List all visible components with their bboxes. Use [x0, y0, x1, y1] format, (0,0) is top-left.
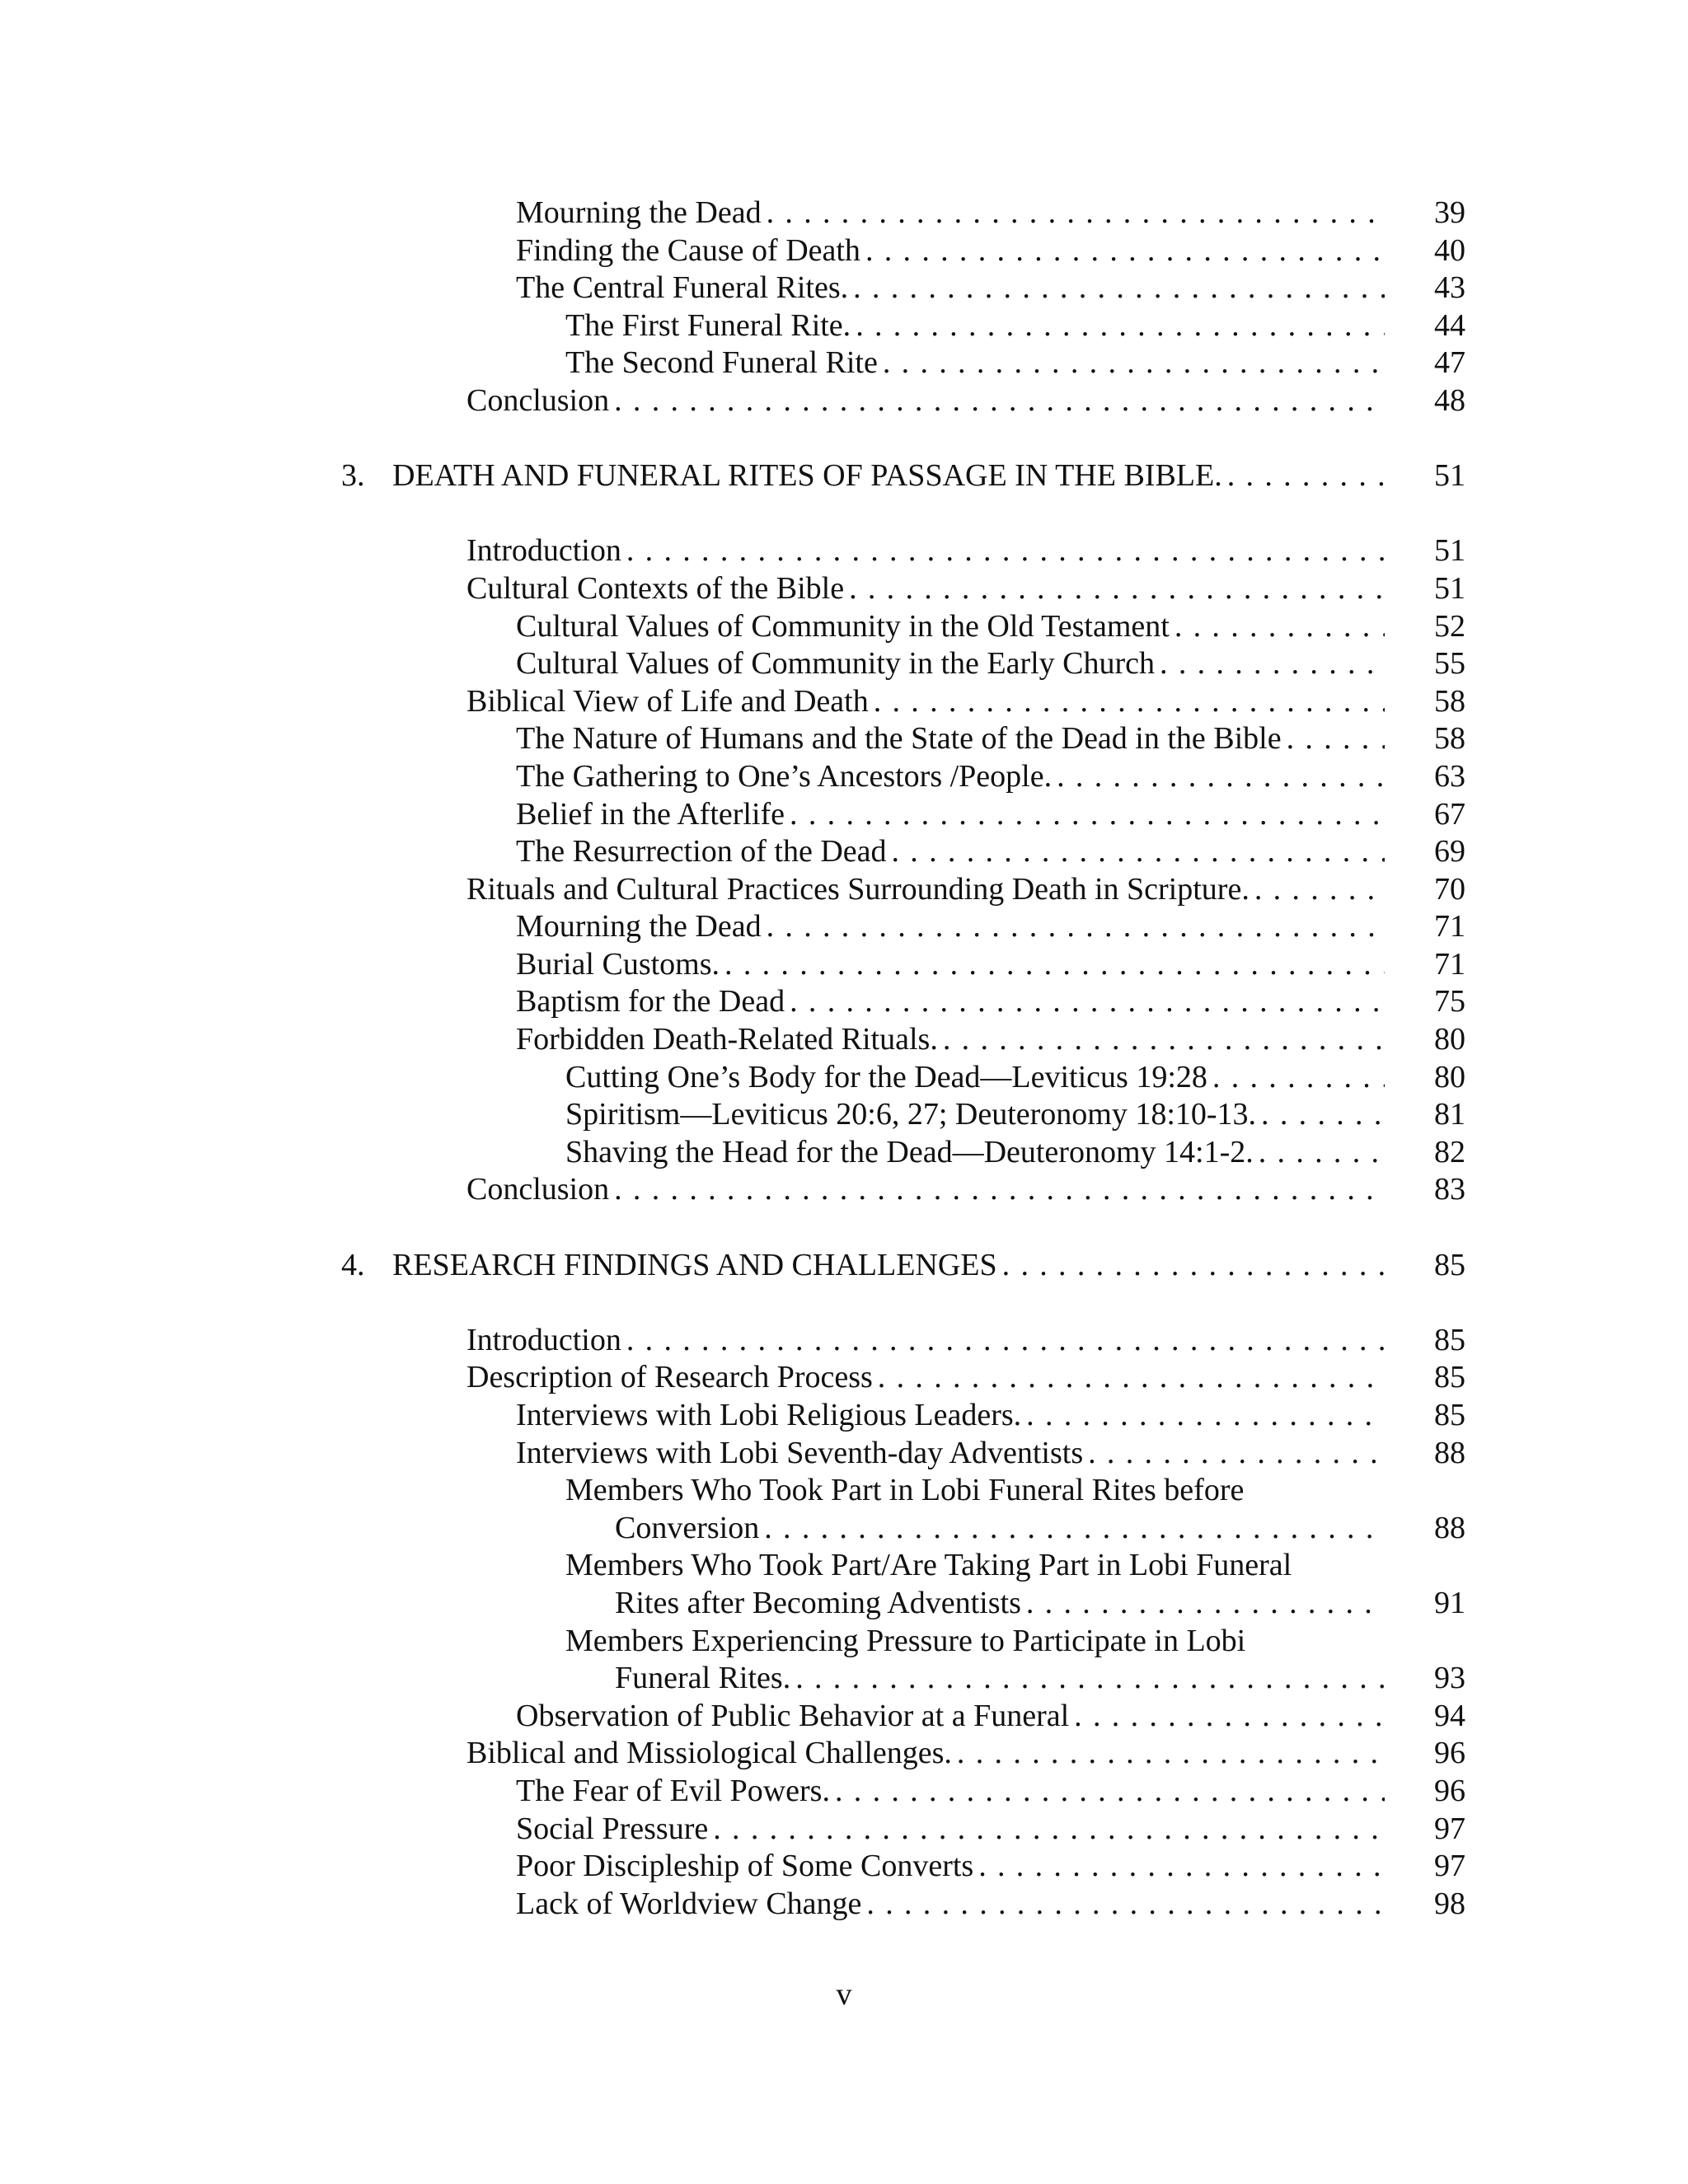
toc-entry-title: The Fear of Evil Powers.: [516, 1773, 835, 1811]
toc-entry-title: Burial Customs.: [516, 946, 724, 984]
toc-entry-row: [0, 1359, 1688, 1397]
toc-entry-row: [0, 796, 1688, 834]
toc-entry-line: [516, 720, 1385, 758]
dot-leader: [1074, 1698, 1385, 1736]
dot-leader: [1175, 608, 1385, 646]
dot-leader: [1160, 645, 1385, 683]
toc-page-number: 85: [1434, 1360, 1465, 1395]
toc-entry-row: [0, 1435, 1688, 1473]
toc-entry-title: Baptism for the Dead: [516, 983, 790, 1021]
toc-entry-title: Social Pressure: [516, 1811, 713, 1849]
toc-entry-title: Conclusion: [467, 382, 614, 420]
dot-leader: [1287, 720, 1385, 758]
toc-entry-row: [0, 1773, 1688, 1811]
toc-page-number: 88: [1434, 1510, 1465, 1545]
chapter-title: DEATH AND FUNERAL RITES OF PASSAGE IN THE BIBLE.: [392, 457, 1227, 495]
toc-entry-row: [0, 1660, 1688, 1698]
toc-page-number: 39: [1434, 195, 1465, 230]
toc-entry-row: [0, 683, 1688, 721]
toc-entry-title: Cutting One’s Body for the Dead—Leviticus 19:28: [565, 1059, 1212, 1097]
toc-page-number: 85: [1434, 1322, 1465, 1357]
toc-entry-line: [516, 1811, 1385, 1849]
section-spacer: [0, 495, 1688, 533]
dot-leader: [865, 232, 1385, 270]
dot-leader: [790, 983, 1385, 1021]
toc-entry-line: [516, 1773, 1385, 1811]
toc-entry-title: Belief in the Afterlife: [516, 796, 790, 834]
toc-page-number: 51: [1434, 533, 1465, 569]
toc-page-number: 98: [1434, 1886, 1465, 1921]
toc-entry-row: [0, 232, 1688, 270]
toc-page-number: 47: [1434, 345, 1465, 381]
toc-entry-line: [467, 570, 1385, 608]
chapter-number: 3.: [341, 458, 365, 494]
toc-entry-title: Rites after Becoming Adventists: [615, 1585, 1026, 1623]
toc-page-number: 52: [1434, 608, 1465, 644]
toc-entry-line: [516, 833, 1385, 871]
dot-leader: [614, 1171, 1385, 1209]
toc-entry-line: [565, 1059, 1385, 1097]
section-spacer: [0, 420, 1688, 458]
toc-entry-row: [0, 1096, 1688, 1134]
toc-entry-title: Cultural Values of Community in the Early Church: [516, 645, 1160, 683]
toc-entry-row: [0, 269, 1688, 307]
toc-entry-title: The Gathering to One’s Ancestors /People.: [516, 758, 1057, 796]
dot-leader: [883, 344, 1385, 382]
toc-entry-line: [516, 983, 1385, 1021]
toc-entry-line: [467, 382, 1385, 420]
toc-entry-row: [0, 344, 1688, 382]
toc-entry-row: [0, 194, 1688, 232]
toc-entry-title: Mourning the Dead: [516, 908, 767, 946]
toc-entry-line: [516, 758, 1385, 796]
dot-leader: [626, 1322, 1385, 1360]
toc-entry-title: Cultural Contexts of the Bible: [467, 570, 849, 608]
toc-entry-line: [565, 1134, 1385, 1172]
toc-entry-line: [392, 457, 1385, 495]
dot-leader: [626, 532, 1385, 570]
toc-entry-line: [516, 796, 1385, 834]
toc-page-number: 97: [1434, 1849, 1465, 1884]
toc-page-number: 93: [1434, 1661, 1465, 1696]
toc-entry-row: [0, 720, 1688, 758]
toc-entry-line: [467, 1322, 1385, 1360]
toc-page-number: 51: [1434, 570, 1465, 606]
toc-entry-title: Shaving the Head for the Dead—Deuteronomy 14:1-2.: [565, 1134, 1259, 1172]
dot-leader: [1227, 457, 1385, 495]
toc-page-number: 83: [1434, 1172, 1465, 1207]
toc-entry-title: The First Funeral Rite.: [565, 307, 856, 345]
toc-entry-line: [565, 344, 1385, 382]
toc-entry-row: [0, 1811, 1688, 1849]
toc-entry-row: [0, 382, 1688, 420]
dot-leader: [978, 1848, 1385, 1886]
toc-entry-title: Lack of Worldview Change: [516, 1886, 866, 1924]
dot-leader: [892, 833, 1386, 871]
dot-leader: [1212, 1059, 1385, 1097]
dot-leader: [795, 1660, 1385, 1698]
toc-page-number: 96: [1434, 1773, 1465, 1808]
toc-entry-title: The Central Funeral Rites.: [516, 269, 853, 307]
toc-page-number: 85: [1434, 1247, 1465, 1282]
toc-entry-line: [516, 1886, 1385, 1924]
toc-page-number: 48: [1434, 382, 1465, 418]
toc-entry-title: Biblical View of Life and Death: [467, 683, 874, 721]
dot-leader: [614, 382, 1385, 420]
dot-leader: [856, 307, 1385, 345]
toc-page-number: 55: [1434, 646, 1465, 682]
toc-entry-title: Mourning the Dead: [516, 194, 767, 232]
toc-chapter-row: [0, 457, 1688, 495]
dot-leader: [853, 269, 1385, 307]
toc-entry-row: [0, 1886, 1688, 1924]
toc-entry-title: Introduction: [467, 1322, 626, 1360]
toc-entry-title: Funeral Rites.: [615, 1660, 795, 1698]
toc-entry-line: [615, 1510, 1385, 1548]
toc-page-number: 71: [1434, 909, 1465, 944]
dot-leader: [790, 796, 1385, 834]
toc-chapter-row: [0, 1247, 1688, 1285]
dot-leader: [1026, 1397, 1385, 1435]
toc-entry-row: [0, 1134, 1688, 1172]
toc-entry-line: [516, 645, 1385, 683]
dot-leader: [1002, 1247, 1385, 1285]
toc-entry-row: [0, 1848, 1688, 1886]
dot-leader: [767, 908, 1385, 946]
toc-entry-title: The Second Funeral Rite: [565, 344, 883, 382]
toc-page-number: 71: [1434, 946, 1465, 982]
toc-entry-title: Forbidden Death-Related Rituals.: [516, 1021, 943, 1059]
toc-entry-row: [0, 1735, 1688, 1773]
toc-entry-row: [0, 645, 1688, 683]
toc-page-number: 82: [1434, 1134, 1465, 1169]
toc-entry-title: Members Who Took Part/Are Taking Part in Lobi Funeral: [565, 1548, 1292, 1583]
toc-entry-line: [516, 232, 1385, 270]
dot-leader: [767, 194, 1385, 232]
toc-entry-row: [0, 1322, 1688, 1360]
toc-page-number: 51: [1434, 458, 1465, 494]
toc-entry-line: [467, 683, 1385, 721]
toc-entry-row: [0, 307, 1688, 345]
dot-leader: [849, 570, 1385, 608]
toc-entry-row: [0, 570, 1688, 608]
chapter-number: 4.: [341, 1247, 365, 1282]
toc-page-number: 88: [1434, 1435, 1465, 1470]
toc-entry-line: [516, 1848, 1385, 1886]
dot-leader: [1261, 1096, 1385, 1134]
toc-entry-title: Observation of Public Behavior at a Funeral: [516, 1698, 1074, 1736]
toc-entry-title: Cultural Values of Community in the Old Testament: [516, 608, 1175, 646]
toc-entry-row: [0, 871, 1688, 909]
toc-page-number: 58: [1434, 721, 1465, 757]
page-number: v: [836, 1977, 852, 2012]
dot-leader: [1057, 758, 1385, 796]
toc-entry-line: [516, 1698, 1385, 1736]
toc-page-number: 63: [1434, 758, 1465, 794]
dot-leader: [878, 1359, 1385, 1397]
toc-entry-line: [516, 908, 1385, 946]
toc-entry-row: [0, 946, 1688, 984]
toc-page-number: 80: [1434, 1059, 1465, 1094]
toc-entry-row: [0, 1171, 1688, 1209]
table-of-contents: [0, 194, 1688, 1923]
toc-entry-title: Poor Discipleship of Some Converts: [516, 1848, 978, 1886]
toc-entry-line: [516, 194, 1385, 232]
toc-entry-title: Members Experiencing Pressure to Participate in Lobi: [565, 1623, 1246, 1658]
chapter-title: RESEARCH FINDINGS AND CHALLENGES: [392, 1247, 1002, 1285]
toc-entry-line: [392, 1247, 1385, 1285]
toc-entry-line: [467, 1735, 1385, 1773]
dot-leader: [874, 683, 1385, 721]
dot-leader: [1088, 1435, 1385, 1473]
toc-entry-line: [516, 269, 1385, 307]
toc-entry-title: Spiritism—Leviticus 20:6, 27; Deuteronomy 18:10-13.: [565, 1096, 1261, 1134]
toc-entry-title: The Nature of Humans and the State of the Dead in the Bible: [516, 720, 1287, 758]
toc-page-number: 85: [1434, 1398, 1465, 1432]
toc-entry-title: Biblical and Missiological Challenges.: [467, 1735, 957, 1773]
toc-entry-line: [565, 307, 1385, 345]
toc-entry-row: [0, 833, 1688, 871]
toc-entry-row: [0, 532, 1688, 570]
dot-leader: [835, 1773, 1385, 1811]
toc-page-number: 97: [1434, 1811, 1465, 1846]
toc-entry-title: Conversion: [615, 1510, 764, 1548]
toc-entry-line: [467, 1359, 1385, 1397]
toc-page-number: 40: [1434, 232, 1465, 268]
toc-page-number: 91: [1434, 1585, 1465, 1620]
toc-entry-title: Rituals and Cultural Practices Surrounding Death in Scripture.: [467, 871, 1254, 909]
toc-page-number: 43: [1434, 270, 1465, 306]
dot-leader: [1026, 1585, 1385, 1623]
toc-page-number: 44: [1434, 307, 1465, 343]
toc-page-number: 69: [1434, 834, 1465, 869]
dot-leader: [724, 946, 1385, 984]
toc-entry-line: [516, 946, 1385, 984]
toc-entry-line: [516, 1397, 1385, 1435]
toc-entry-row: [0, 1585, 1688, 1623]
toc-entry-row: [0, 1623, 1688, 1661]
toc-entry-title: Conclusion: [467, 1171, 614, 1209]
section-spacer: [0, 1284, 1688, 1322]
toc-entry-row: [0, 1021, 1688, 1059]
dot-leader: [957, 1735, 1385, 1773]
toc-entry-title: The Resurrection of the Dead: [516, 833, 892, 871]
dot-leader: [943, 1021, 1385, 1059]
toc-entry-line: [467, 1171, 1385, 1209]
toc-entry-row: [0, 1059, 1688, 1097]
toc-entry-row: [0, 1472, 1688, 1510]
dot-leader: [764, 1510, 1385, 1548]
toc-entry-line: [467, 532, 1385, 570]
dot-leader: [1259, 1134, 1385, 1172]
toc-entry-line: [516, 1021, 1385, 1059]
toc-entry-row: [0, 1698, 1688, 1736]
toc-entry-title: Finding the Cause of Death: [516, 232, 865, 270]
toc-entry-line: [615, 1660, 1385, 1698]
toc-entry-line: [615, 1585, 1385, 1623]
toc-entry-line: [516, 1435, 1385, 1473]
toc-entry-line: [516, 608, 1385, 646]
toc-page-number: 80: [1434, 1022, 1465, 1057]
toc-page-number: 81: [1434, 1097, 1465, 1132]
toc-entry-row: [0, 758, 1688, 796]
dot-leader: [1254, 871, 1385, 909]
dot-leader: [713, 1811, 1385, 1849]
toc-page-number: 94: [1434, 1698, 1465, 1733]
toc-entry-row: [0, 608, 1688, 646]
toc-entry-row: [0, 1547, 1688, 1585]
toc-entry-row: [0, 983, 1688, 1021]
toc-entry-row: [0, 908, 1688, 946]
section-spacer: [0, 1209, 1688, 1247]
dot-leader: [866, 1886, 1385, 1924]
toc-entry-title: Introduction: [467, 532, 626, 570]
toc-entry-row: [0, 1397, 1688, 1435]
toc-page-number: 67: [1434, 796, 1465, 832]
toc-entry-line: [565, 1096, 1385, 1134]
toc-entry-title: Members Who Took Part in Lobi Funeral Rites before: [565, 1473, 1245, 1508]
toc-page-number: 58: [1434, 683, 1465, 719]
toc-page-number: 70: [1434, 871, 1465, 907]
toc-entry-title: Description of Research Process: [467, 1359, 878, 1397]
toc-entry-row: [0, 1510, 1688, 1548]
toc-entry-title: Interviews with Lobi Religious Leaders.: [516, 1397, 1026, 1435]
toc-entry-line: [467, 871, 1385, 909]
toc-page-number: 96: [1434, 1736, 1465, 1771]
toc-entry-title: Interviews with Lobi Seventh-day Adventists: [516, 1435, 1088, 1473]
toc-page-number: 75: [1434, 984, 1465, 1019]
